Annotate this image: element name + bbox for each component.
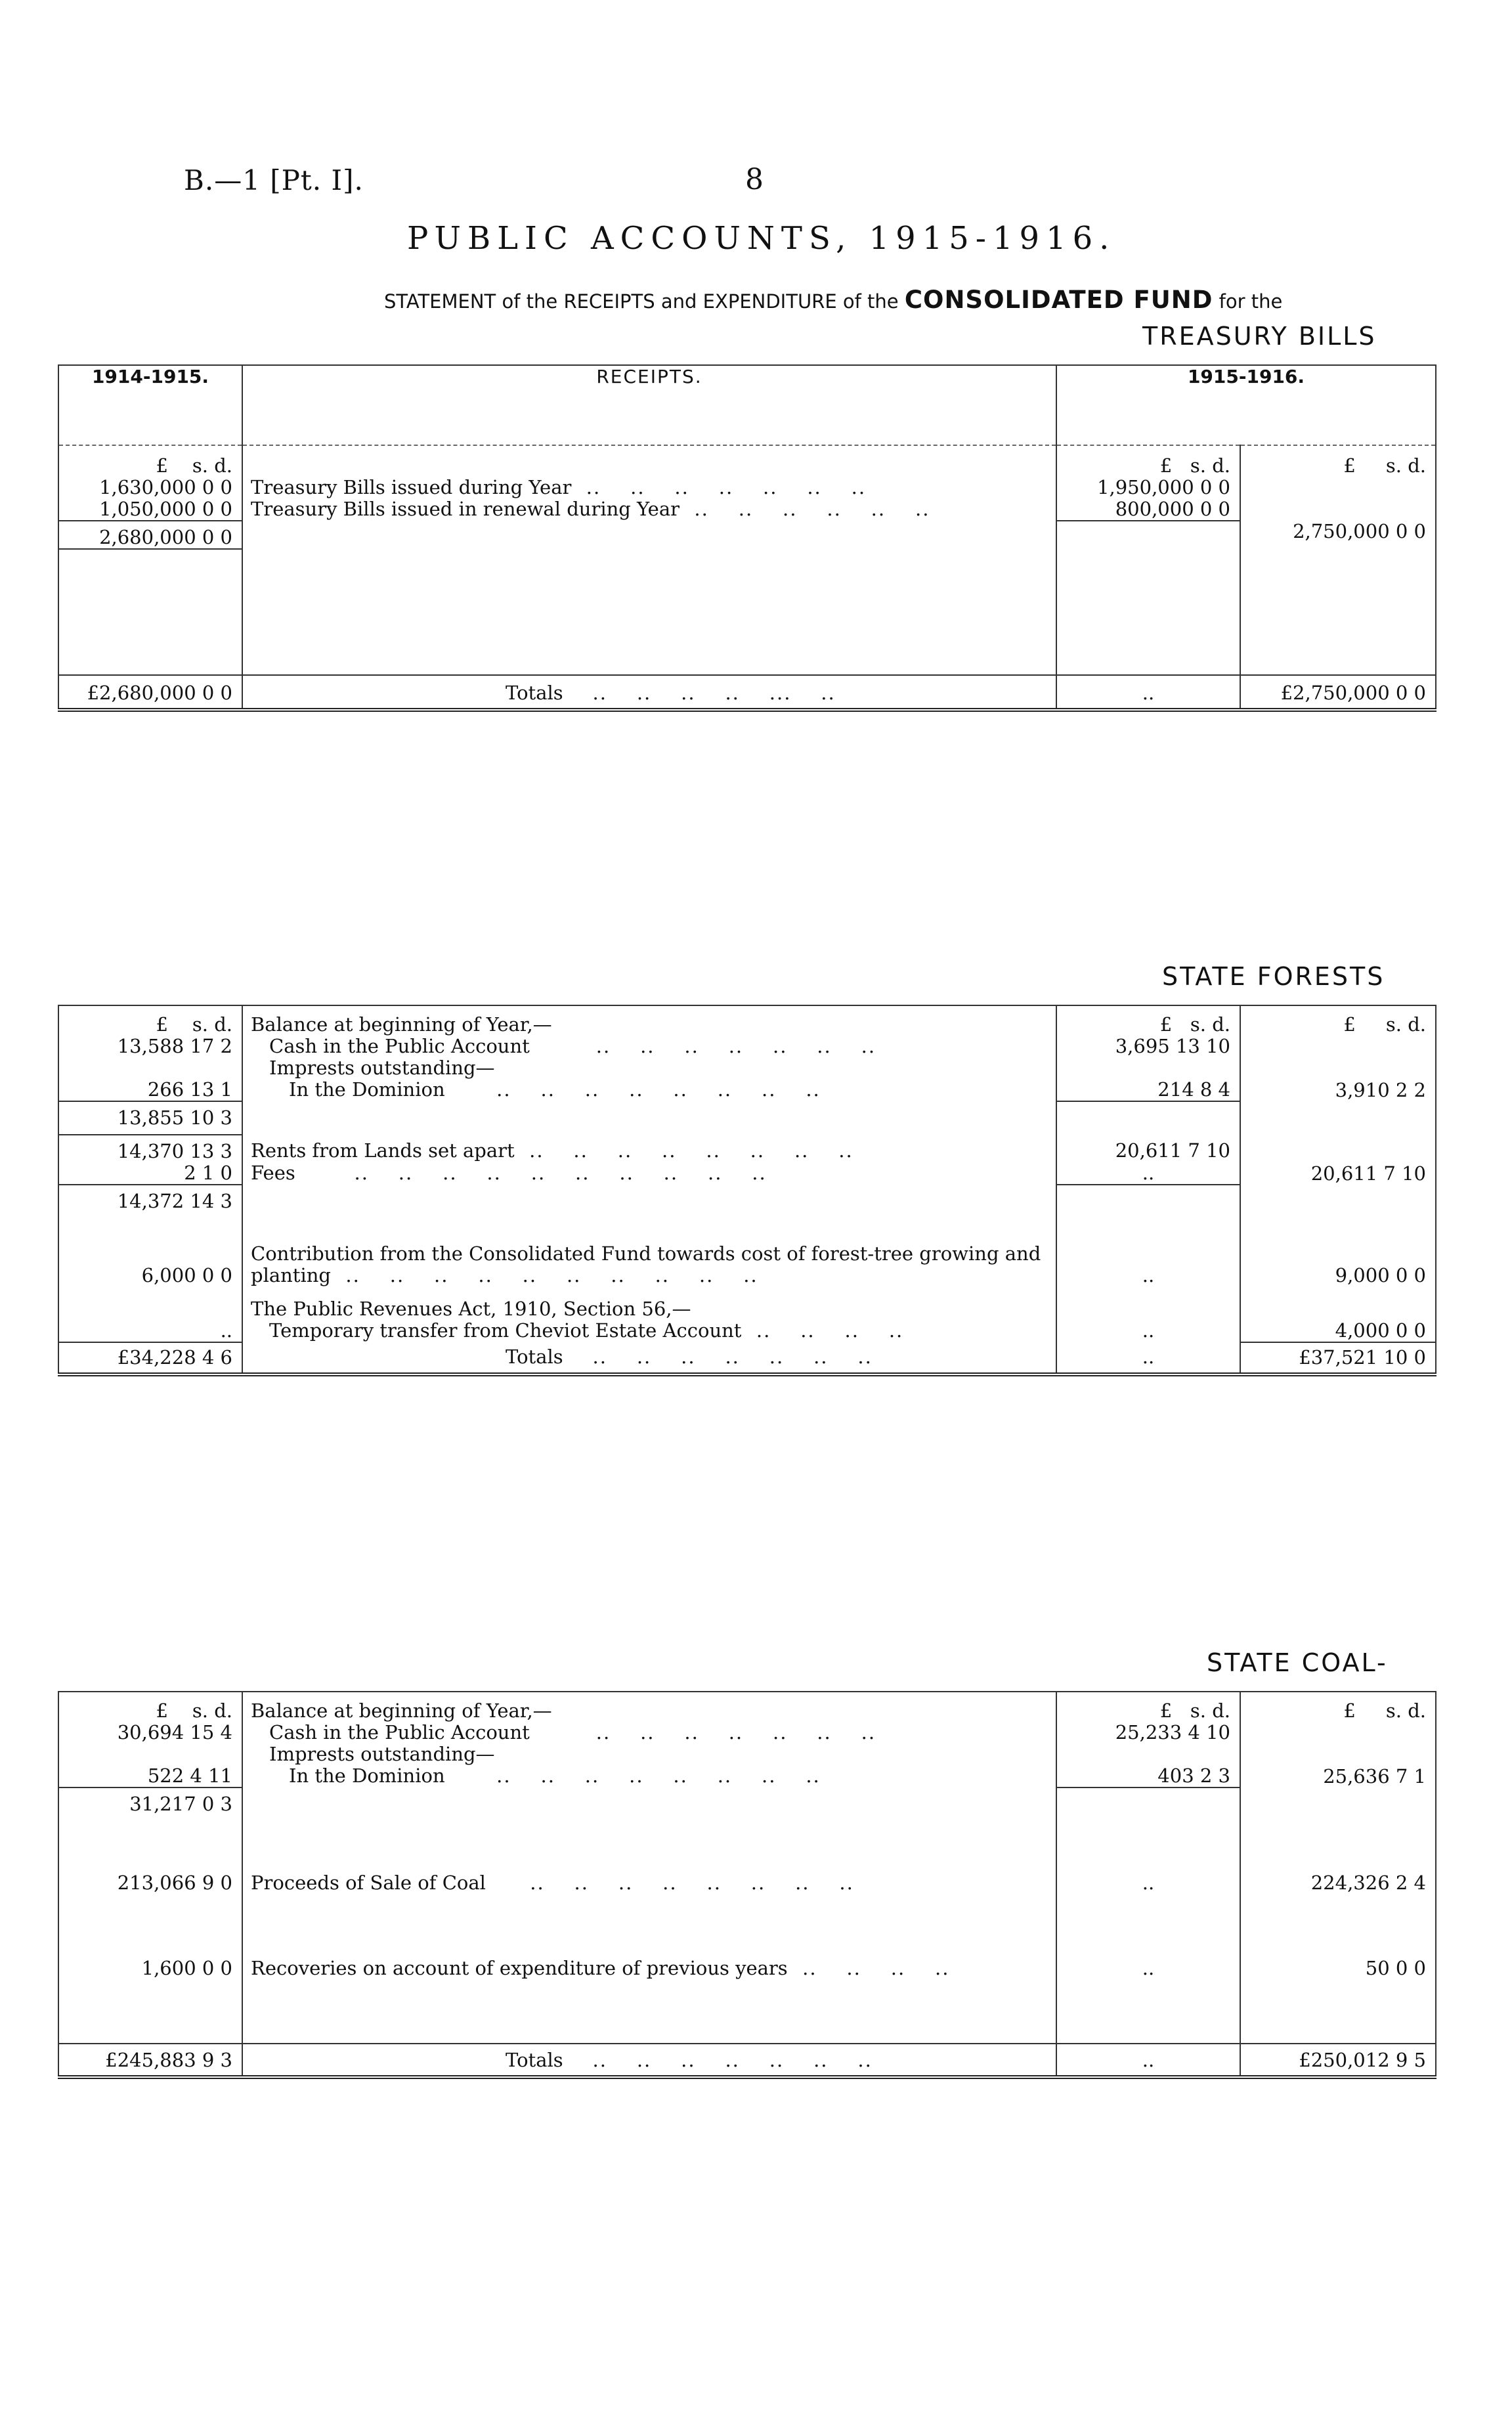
table-row: 266 13 1 In the Dominion .. .. .. .. .. .. .. .. 214 8 4 3,910 2 2 <box>58 1079 1436 1101</box>
table-row: 522 4 11 In the Dominion .. .. .. .. .. .. .. .. 403 2 3 25,636 7 1 <box>58 1765 1436 1787</box>
totals-row: £34,228 4 6 Totals .. .. .. .. .. .. .. .. £37,521 10 0 <box>58 1342 1436 1374</box>
units-current: £ s. d. <box>1056 445 1240 477</box>
subtotal-row: 13,855 10 3 <box>58 1101 1436 1135</box>
table-row: Contribution from the Consolidated Fund towards cost of forest-tree growing and <box>58 1243 1436 1265</box>
totals-row: £245,883 9 3 Totals .. .. .. .. .. .. .. .. £250,012 9 5 <box>58 2044 1436 2077</box>
table-header-row <box>58 365 1436 445</box>
treasury-bills-heading: TREASURY BILLS <box>1142 322 1377 351</box>
table-row: 1,050,000 0 0 Treasury Bills issued in renewal during Year .. .. .. .. .. .. 800,000 0 0 <box>58 498 1436 521</box>
subtotal-row: 2,680,000 0 0 2,750,000 0 0 <box>58 521 1436 549</box>
subtotal-row: 31,217 0 3 <box>58 1787 1436 1872</box>
subtitle-suffix: for the <box>1219 290 1283 313</box>
state-forests-heading: STATE FORESTS <box>1162 962 1385 991</box>
subtitle-prefix: STATEMENT of the RECEIPTS and EXPENDITURE of the <box>384 290 899 313</box>
table-row: 2 1 0 Fees .. .. .. .. .. .. .. .. .. .. .. 20,611 7 10 <box>58 1162 1436 1185</box>
table-row: 14,370 13 3 Rents from Lands set apart .. .. .. .. .. .. .. .. 20,611 7 10 <box>58 1135 1436 1162</box>
totals-row: £2,680,000 0 0 Totals .. .. .. .. ... .. .. £2,750,000 0 0 <box>58 675 1436 710</box>
units-prior: £ s. d. <box>58 445 242 477</box>
column-header-receipts: RECEIPTS. <box>242 365 1056 445</box>
state-coal-heading: STATE COAL- <box>1207 1648 1388 1677</box>
state-forests-table: £ s. d. Balance at beginning of Year,— £ s. d. £ s. d. 13,588 17 2 Cash in the Public Account .. .. .. .. .. .. .. 3,695 13 10 Imprests outstanding— 266 13 1 In the Dominion .. .. .. .. .. .. .. .. 214 8 4 3,910 2 2 13,855 10 3 14,370 13 3 Rents from Lands set apart .. .. .. .. .. .. .. .. 20,611 7 10 2 1 0 Fees .. .. .. .. .. .. .. .. .. .. .. 20,611 7 10 14,372 14 3 Contribution from the Consolidated Fund towards cost of forest-tree growing and 6,000 0 0 planting .. .. .. .. .. .. .. .. .. .. .. 9,000 0 0 The Public Revenues Act, 1910, Section 56,— .. Temporary transfer from Cheviot Estate Account .. .. .. .. .. 4,000 0 0 £34,228 4 6 Totals .. .. .. .. .. .. .. .. £37,521 10 0 <box>58 1005 1436 1376</box>
state-coal-table: £ s. d. Balance at beginning of Year,— £ s. d. £ s. d. 30,694 15 4 Cash in the Public Account .. .. .. .. .. .. .. 25,233 4 10 Imprests outstanding— 522 4 11 In the Dominion .. .. .. .. .. .. .. .. 403 2 3 25,636 7 1 31,217 0 3 213,066 9 0 Proceeds of Sale of Coal .. .. .. .. .. .. .. .. .. 224,326 2 4 1,600 0 0 Recoveries on account of expenditure of previous years .. .. .. .. .. 50 0 0 £245,883 9 3 Totals .. .. .. .. .. .. .. .. £250,012 9 5 <box>58 1691 1436 2079</box>
table-row: .. Temporary transfer from Cheviot Estate Account .. .. .. .. .. 4,000 0 0 <box>58 1320 1436 1342</box>
table-row: 13,588 17 2 Cash in the Public Account .. .. .. .. .. .. .. 3,695 13 10 <box>58 1036 1436 1057</box>
column-header-prior-year: 1914-1915. <box>58 365 242 445</box>
units-total: £ s. d. <box>1240 445 1436 477</box>
table-row: 1,630,000 0 0 Treasury Bills issued during Year .. .. .. .. .. .. .. 1,950,000 0 0 <box>58 477 1436 498</box>
statement-subtitle <box>384 286 1282 314</box>
page-number: 8 <box>745 163 764 196</box>
table-row: 213,066 9 0 Proceeds of Sale of Coal .. .. .. .. .. .. .. .. .. 224,326 2 4 <box>58 1872 1436 1958</box>
subtitle-fund-name: CONSOLIDATED FUND <box>904 286 1213 314</box>
units-row: £ s. d. Balance at beginning of Year,— £ s. d. £ s. d. <box>58 1692 1436 1722</box>
table-row: 6,000 0 0 planting .. .. .. .. .. .. .. .. .. .. .. 9,000 0 0 <box>58 1265 1436 1286</box>
table-row: 1,600 0 0 Recoveries on account of expenditure of previous years .. .. .. .. .. 50 0 0 <box>58 1958 1436 2044</box>
page-reference: B.—1 [Pt. I]. <box>184 164 364 196</box>
units-row: £ s. d. Balance at beginning of Year,— £ s. d. £ s. d. <box>58 1005 1436 1036</box>
column-header-current-year: 1915-1916. <box>1056 365 1436 445</box>
treasury-bills-table <box>58 364 1436 712</box>
page-title: PUBLIC ACCOUNTS, 1915-1916. <box>407 220 1116 257</box>
subtotal-row: 14,372 14 3 <box>58 1185 1436 1243</box>
table-row: 30,694 15 4 Cash in the Public Account .. .. .. .. .. .. .. 25,233 4 10 <box>58 1722 1436 1743</box>
units-row <box>58 445 1436 477</box>
